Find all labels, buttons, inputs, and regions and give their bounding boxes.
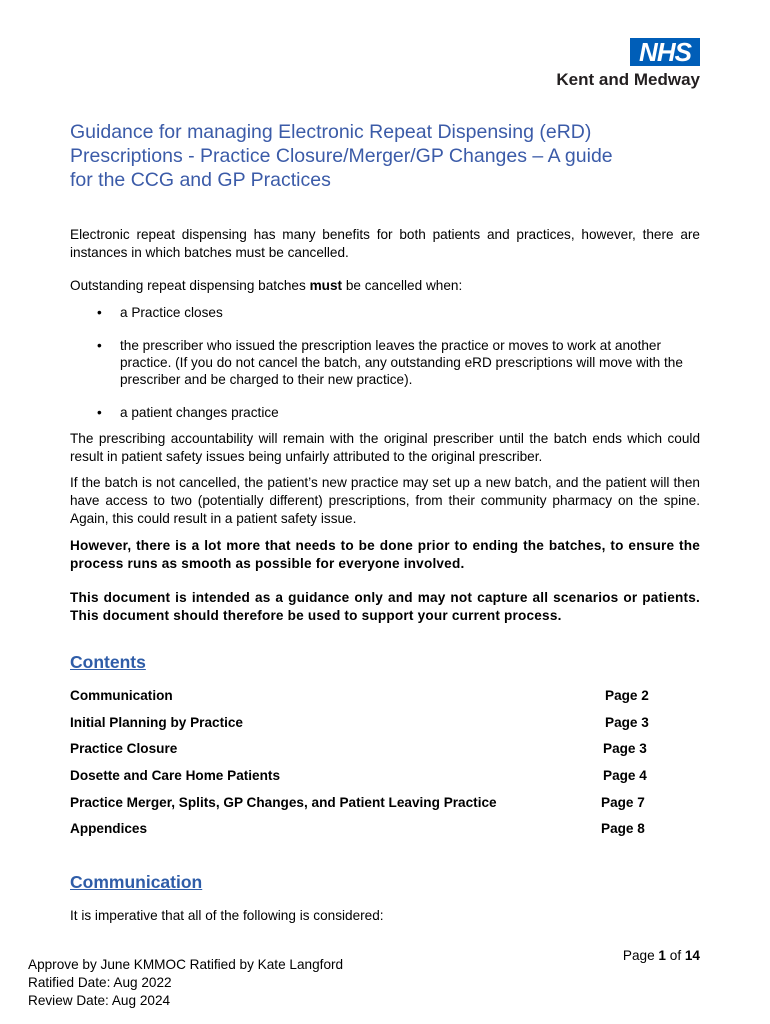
bullet-icon: •	[97, 338, 102, 353]
list-item-text: a patient changes practice	[120, 405, 279, 420]
contents-heading: Contents	[70, 652, 146, 672]
intro-emphasis: must	[309, 278, 343, 293]
intro-paragraph: Electronic repeat dispensing has many benefits for both patients and practices, however, there are instances in which batches must be cancelled.	[70, 227, 700, 260]
communication-heading: Communication	[70, 872, 203, 892]
intro-text-start: Outstanding repeat dispensing batches	[70, 278, 310, 293]
intro-text-end: be cancelled when:	[342, 278, 463, 293]
page-number	[623, 948, 700, 963]
page-current: 1	[658, 948, 666, 963]
title-line-3: for the CCG and GP Practices	[70, 169, 331, 191]
toc-page: Page 7	[601, 795, 645, 810]
page-of: of	[665, 948, 685, 963]
list-item-text: a Practice closes	[120, 305, 223, 320]
list-item	[70, 404, 700, 421]
footer-ratified-date: Ratified Date: Aug 2022	[28, 975, 172, 990]
toc-page: Page 3	[605, 715, 649, 730]
org-name: Kent and Medway	[556, 70, 700, 89]
toc-row[interactable]	[70, 688, 660, 708]
toc-page: Page 3	[603, 741, 647, 756]
toc-row[interactable]	[70, 741, 660, 761]
nhs-logo: NHS	[630, 38, 700, 66]
bullet-icon: •	[97, 305, 102, 320]
footer-review-date: Review Date: Aug 2024	[28, 993, 171, 1008]
bullet-icon: •	[97, 405, 102, 420]
toc-row[interactable]	[70, 768, 660, 788]
list-item-text: the prescriber who issued the prescription leaves the practice or moves to work at another practice. (If you do not cancel the batch, any outstanding eRD prescriptions will move with the prescriber and be charged to their new practice).	[120, 338, 683, 387]
toc-label: Practice Closure	[70, 741, 178, 756]
toc-label: Appendices	[70, 821, 148, 836]
toc-page: Page 8	[601, 821, 645, 836]
toc-label: Communication	[70, 688, 173, 703]
title-line-1: Guidance for managing Electronic Repeat Dispensing (eRD)	[70, 121, 592, 143]
document-title	[70, 120, 710, 192]
list-item	[70, 337, 700, 388]
cancel-conditions-intro	[70, 277, 700, 295]
toc-page: Page 4	[603, 768, 647, 783]
cancel-conditions-list	[70, 304, 700, 421]
document-footer	[28, 956, 343, 1010]
toc-label: Practice Merger, Splits, GP Changes, and Patient Leaving Practice	[70, 795, 497, 810]
footer-approval: Approve by June KMMOC Ratified by Kate Langford	[28, 957, 344, 972]
toc-row[interactable]	[70, 715, 660, 735]
communication-intro: It is imperative that all of the following is considered:	[70, 908, 384, 923]
accountability-paragraph: The prescribing accountability will remain with the original prescriber until the batch ends which could result in patient safety issues being unfairly attributed to the original prescriber.	[70, 431, 700, 464]
list-item	[70, 304, 700, 321]
toc-label: Dosette and Care Home Patients	[70, 768, 281, 783]
guidance-disclaimer: This document is intended as a guidance only and may not capture all scenarios or patients. This document should therefore be used to support your current process.	[70, 590, 700, 623]
title-line-2: Prescriptions - Practice Closure/Merger/GP Changes – A guide	[70, 145, 613, 167]
page-prefix: Page	[622, 948, 659, 963]
batch-not-cancelled-paragraph: If the batch is not cancelled, the patient’s new practice may set up a new batch, and the patient will then have access to two (potentially different) prescriptions, from their community pharmacy on the spine. Again, this could result in a patient safety issue.	[70, 475, 700, 526]
page-total: 14	[684, 948, 700, 963]
toc-label: Initial Planning by Practice	[70, 715, 243, 730]
toc-row[interactable]	[70, 821, 660, 841]
toc-page: Page 2	[605, 688, 649, 703]
toc-row[interactable]	[70, 795, 660, 815]
preparation-note: However, there is a lot more that needs to be done prior to ending the batches, to ensure the process runs as smooth as possible for everyone involved.	[70, 538, 700, 571]
